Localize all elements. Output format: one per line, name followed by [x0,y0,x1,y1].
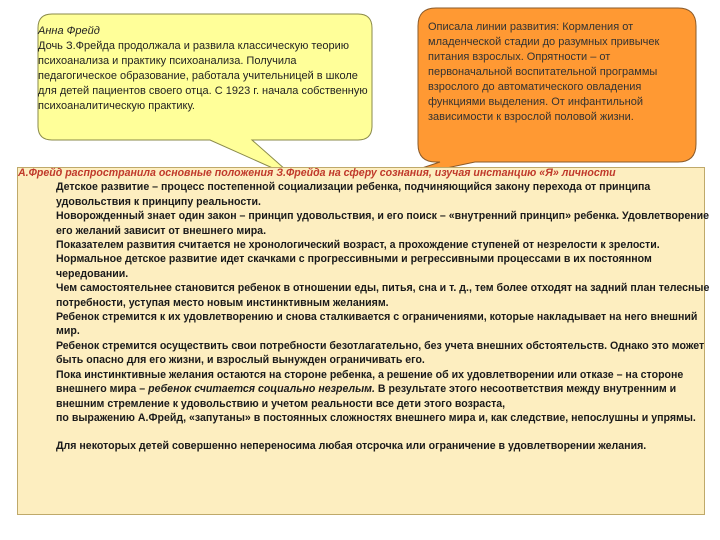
paragraph: Показателем развития считается не хронологический возраст, а прохождение ступеней от незрелости к зрелости. Нормальное детское развитие идет скачками с прогрессивными и регрессивными процессами в их постоянном чередовании. [56,239,660,280]
final-paragraph: Для некоторых детей совершенно непереносима любая отсрочка или ограничение в удовлетворении желания. [56,440,647,453]
paragraph: Ребенок стремится к их удовлетворению и снова сталкивается с ограничениями, которые накладывает на него внешний мир. [56,311,698,338]
left-callout-title: Анна Фрейд [38,25,100,37]
paragraph: Детское развитие – процесс постепенной социализации ребенка, подчиняющийся закону перехода от принципа удовольствия к принципу реальности. [56,181,651,208]
quote-paragraph: по выражению А.Фрейд, «запутаны» в постоянных сложностях внешнего мира и, как следствие, непослушны и упрямы. [56,411,696,424]
paragraph: Ребенок стремится осуществить свои потребности безотлагательно, без учета внешних обстоятельств. Однако это может быть опасно для его жизни, и взрослый вынужден ограничивать его. [56,339,705,367]
right-callout-text: Описала линии развития: Кормления от младенческой стадии до разумных привычек питания взрослых. Опрятности – от первоначальной воспитательной программы взрослого до автоматического овладения функциями выделения. От инфантильной зависимости к взрослой половой жизни. [428,21,660,123]
left-callout [38,24,378,114]
conflict-paragraph [56,368,710,411]
right-callout [428,20,690,125]
lead-statement: А.Фрейд распространила основные положения З.Фрейда на сферу сознания, изучая инстанцию «Я» личности [18,167,616,179]
main-text [20,166,710,454]
conflict-text-a: Пока инстинктивные желания остаются на стороне ребенка, а решение об их удовлетворении или отказе – на стороне внешнего мира – [56,368,684,396]
conflict-text-b: В результате этого несоответствия между внутренним и внешним стремление к удовольствию и учетом реальности все дети этого возраста, [56,383,677,410]
conflict-emphasis: ребенок считается социально незрелым. [148,383,375,396]
paragraph: Новорожденный знает один закон – принцип удовольствия, и его поиск – «внутренний принцип» ребенка. Удовлетворение его желаний зависит от внешнего мира. [56,210,710,237]
left-callout-text: Дочь З.Фрейда продолжала и развила классическую теорию психоанализа и практику психоанализа. Получила педагогическое образование, работала учительницей в школе для детей пациентов своего отца. С 1923 г. начала собственную психоаналитическую практику. [38,40,368,112]
paragraph: Чем самостоятельнее становится ребенок в отношении еды, питья, сна и т. д., тем более отходят на задний план телесные потребности, уступая место новым инстинктивным желаниям. [56,282,710,309]
